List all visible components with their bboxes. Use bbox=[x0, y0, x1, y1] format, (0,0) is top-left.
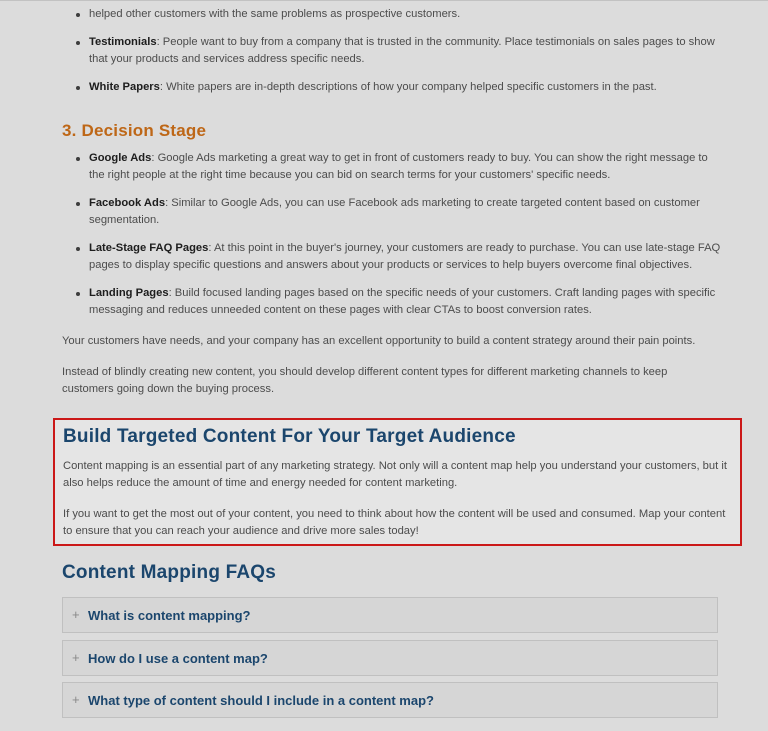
bullet-strong: Testimonials bbox=[89, 36, 157, 48]
bullet-strong: Late-Stage FAQ Pages bbox=[89, 242, 209, 254]
list-item: Testimonials: People want to buy from a company that is trusted in the community. Place testimonials on sales pages to show that your products and services address specific needs. bbox=[62, 34, 722, 68]
list-item: White Papers: White papers are in-depth descriptions of how your company helped specific customers in the past. bbox=[62, 79, 722, 96]
section-heading: 3. Decision Stage bbox=[62, 121, 207, 140]
decision-stage-section bbox=[62, 121, 722, 398]
section-heading: Build Targeted Content For Your Target Audience bbox=[63, 426, 516, 447]
faq-accordion-item[interactable] bbox=[62, 640, 718, 676]
awareness-bullets bbox=[62, 6, 722, 96]
paragraph: If you want to get the most out of your content, you need to think about how the content will be used and consumed. Map your content to ensure that you can reach your audience and drive more sales today! bbox=[63, 508, 726, 537]
paragraph: Your customers have needs, and your company has an excellent opportunity to build a content strategy around their pain points. bbox=[62, 335, 696, 347]
decision-bullets bbox=[62, 150, 722, 319]
bullet-strong: Google Ads bbox=[89, 152, 152, 164]
faq-question: What is content mapping? bbox=[88, 608, 251, 623]
article-body-top bbox=[62, 6, 722, 96]
bullet-strong: Facebook Ads bbox=[89, 197, 166, 209]
paragraph: Content mapping is an essential part of any marketing strategy. Not only will a content map help you understand your customers, but it also helps reduce the amount of time and energy needed for content marketing. bbox=[63, 460, 727, 489]
faq-accordion-item[interactable] bbox=[62, 682, 718, 718]
plus-icon: + bbox=[72, 692, 80, 707]
highlighted-section bbox=[53, 418, 742, 546]
faq-question: What type of content should I include in a content map? bbox=[88, 693, 434, 708]
list-item: Google Ads: Google Ads marketing a great way to get in front of customers ready to buy. You can show the right message to the right people at the right time because you can bid on search terms for your customers' specific needs. bbox=[62, 150, 722, 184]
list-item: helped other customers with the same problems as prospective customers. bbox=[62, 6, 722, 23]
plus-icon: + bbox=[72, 650, 80, 665]
faq-accordion-item[interactable] bbox=[62, 597, 718, 633]
bullet-strong: Landing Pages bbox=[89, 287, 169, 299]
top-divider bbox=[0, 0, 768, 1]
list-item: Landing Pages: Build focused landing pages based on the specific needs of your customers. Craft landing pages with specific messaging and reduces unneeded content on these pages with clear CTAs to boost conversion rates. bbox=[62, 285, 722, 319]
faq-question: How do I use a content map? bbox=[88, 651, 268, 666]
paragraph: Instead of blindly creating new content, you should develop different content types for different marketing channels to keep customers going down the buying process. bbox=[62, 366, 668, 395]
list-item: Late-Stage FAQ Pages: At this point in the buyer's journey, your customers are ready to purchase. You can use late-stage FAQ pages to display specific questions and answers about your products or services to help buyers overcome final objectives. bbox=[62, 240, 722, 274]
faq-title: Content Mapping FAQs bbox=[62, 562, 277, 583]
bullet-strong: White Papers bbox=[89, 81, 160, 93]
list-item: Facebook Ads: Similar to Google Ads, you can use Facebook ads marketing to create targeted content based on customer segmentation. bbox=[62, 195, 722, 229]
plus-icon: + bbox=[72, 607, 80, 622]
